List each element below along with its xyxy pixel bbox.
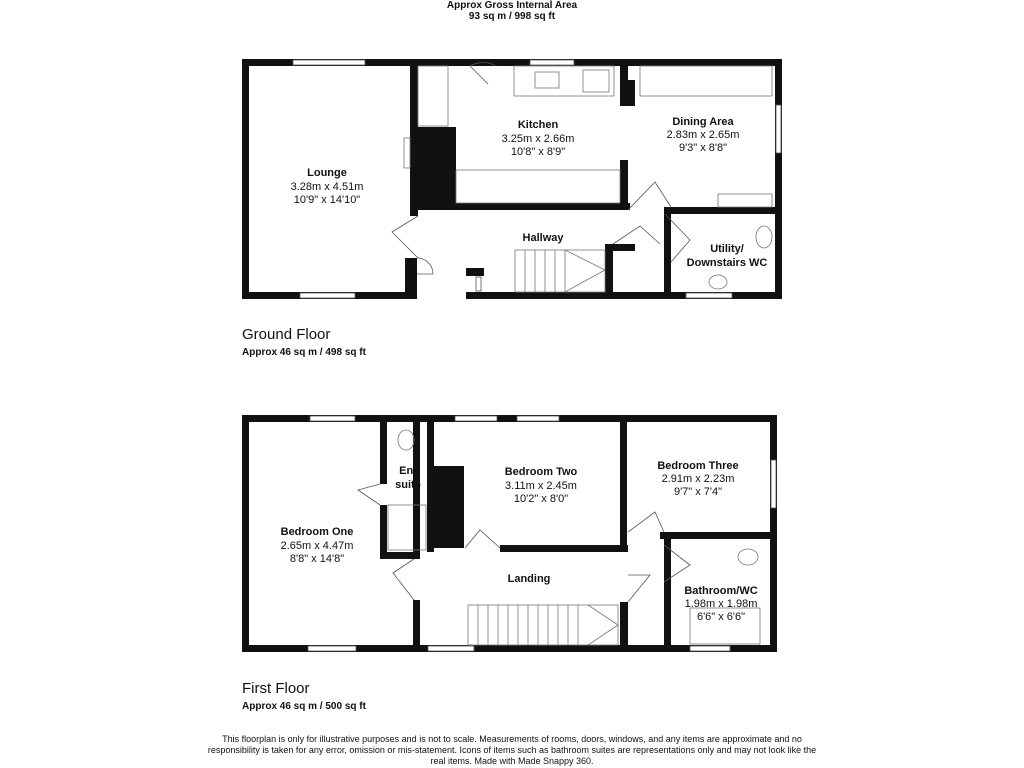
gf-wall-utility-left: [664, 207, 671, 299]
ff-bedroom-two-imperial: 10'2" x 8'0": [513, 493, 569, 505]
gf-wall-dining-utility: [664, 207, 782, 214]
ff-bedroom-three-name: Bedroom Three: [657, 460, 739, 472]
ff-door-ensuite: [358, 484, 380, 505]
gf-window-lounge-top: [293, 60, 365, 65]
gf-kitchen-worktop-top: [514, 66, 614, 96]
gf-stairs: [515, 250, 605, 292]
ff-ensuite-wc: [398, 430, 414, 450]
gf-window-lounge-bottom: [300, 293, 355, 298]
ff-window-bed3: [771, 460, 776, 508]
gf-utility-name-1: Utility/: [710, 243, 744, 255]
gf-kitchen-worktop-bottom: [456, 170, 620, 203]
ground-floor-area: Approx 46 sq m / 498 sq ft: [242, 347, 366, 358]
ff-bedroom-one-imperial: 8'8" x 14'8": [289, 553, 345, 565]
ff-bedroom-one-metric: 2.65m x 4.47m: [280, 540, 354, 552]
gf-window-hall: [476, 277, 481, 291]
first-floor-title: First Floor: [242, 680, 310, 697]
ff-bedroom-two-name: Bedroom Two: [504, 466, 578, 478]
ff-wall-bed2-bed3: [620, 422, 627, 552]
ff-window-bed1-bottom: [308, 646, 356, 651]
gf-kitchen-metric: 3.25m x 2.66m: [501, 133, 575, 145]
ground-floor-title: Ground Floor: [242, 326, 331, 343]
gf-wall-store-top: [605, 244, 635, 251]
ff-wall-landing-stub: [620, 602, 628, 652]
gf-door-store: [613, 226, 660, 244]
ff-wall-ensuite-bed2: [427, 422, 434, 552]
ff-landing-name: Landing: [507, 573, 551, 585]
gf-wall-left: [242, 59, 249, 299]
ff-window-bed1-top: [310, 416, 355, 421]
ff-wall-ensuite-left-top: [380, 422, 387, 484]
gf-wall-dining-stub: [628, 80, 635, 106]
gf-chimney: [418, 127, 456, 207]
gf-hob: [583, 70, 609, 92]
gf-wall-kitchen-dining-lower: [620, 160, 628, 210]
ff-bedroom-two-metric: 3.11m x 2.45m: [505, 480, 577, 492]
ff-wall-ensuite-left-bottom: [380, 505, 387, 559]
ff-bathroom-name: Bathroom/WC: [684, 585, 758, 597]
gf-wall-bottom-main: [466, 292, 782, 299]
header-area: 93 sq m / 998 sq ft: [468, 11, 556, 22]
gf-wall-lounge-kitchen: [410, 66, 418, 216]
first-floor-area: Approx 46 sq m / 500 sq ft: [242, 701, 366, 712]
gf-wc: [756, 226, 772, 248]
ff-window-bath: [690, 646, 730, 651]
ff-bathroom-metric: 1.98m x 1.98m: [684, 598, 758, 610]
ff-door-cupboard: [628, 575, 650, 602]
ff-door-bed3: [628, 512, 664, 532]
ff-ensuite-name-1: En-: [399, 465, 417, 477]
ff-bedroom-three-metric: 2.91m x 2.23m: [661, 473, 735, 485]
gf-wall-bottom-stub: [405, 258, 417, 299]
gf-wall-right: [775, 59, 782, 299]
gf-dining-metric: 2.83m x 2.65m: [666, 129, 740, 141]
gf-door-dining: [628, 182, 671, 210]
gf-kitchen-unit-left: [418, 66, 448, 126]
gf-door-front: [417, 258, 433, 274]
ff-bedroom-one-name: Bedroom One: [280, 526, 354, 538]
first-floor-plan: [242, 415, 777, 652]
gf-lounge-imperial: 10'9" x 14'10": [293, 194, 361, 206]
ff-door-bed2: [465, 530, 500, 548]
ff-wall-ensuite-bottom: [380, 552, 420, 559]
gf-window-dining: [776, 105, 781, 153]
gf-window-utility: [686, 293, 732, 298]
gf-basin: [709, 275, 727, 289]
ff-wall-left: [242, 415, 249, 652]
gf-lounge-fireplace: [404, 138, 410, 168]
ff-wall-bed1-landing: [413, 600, 420, 652]
ff-ensuite-shower: [388, 505, 426, 550]
gf-lounge-name: Lounge: [307, 167, 347, 179]
ff-stairs: [468, 605, 618, 645]
gf-dining-unit: [640, 66, 772, 96]
ff-chimney: [434, 466, 464, 548]
gf-sink: [535, 72, 559, 88]
gf-door-lounge: [392, 216, 418, 258]
gf-wall-kitchen-hall: [418, 203, 630, 210]
ff-door-bed1: [393, 559, 414, 600]
gf-dining-imperial: 9'3" x 8'8": [678, 142, 728, 154]
gf-lounge-metric: 3.28m x 4.51m: [290, 181, 364, 193]
ff-bathroom-imperial: 6'6" x 6'6": [696, 611, 746, 623]
gf-utility-name-2: Downstairs WC: [686, 257, 768, 269]
gf-wall-store: [605, 244, 613, 299]
ground-floor-plan: [242, 59, 782, 299]
gf-kitchen-imperial: 10'8" x 8'9": [510, 146, 566, 158]
gf-window-kitchen: [530, 60, 574, 65]
ff-window-landing: [428, 646, 474, 651]
ff-window-bed2-a: [455, 416, 497, 421]
ff-bath-wc: [738, 549, 758, 565]
ff-wall-bed3-bath: [660, 532, 777, 539]
ff-bedroom-three-imperial: 9'7" x 7'4": [673, 486, 723, 498]
gf-hallway-name: Hallway: [522, 232, 564, 244]
ff-ensuite-name-2: suite: [395, 479, 421, 491]
gf-wall-bottom-stub2: [466, 268, 484, 276]
gf-wall-kitchen-dining-upper: [620, 66, 628, 106]
ff-window-bed2-b: [517, 416, 559, 421]
gf-kitchen-name: Kitchen: [517, 119, 559, 131]
header-title: Approx Gross Internal Area: [446, 0, 578, 11]
gf-dining-name: Dining Area: [672, 116, 734, 128]
disclaimer-text: This floorplan is only for illustrative purposes and is not to scale. Measurements of rooms, doors, windows, and any items are approximate and no responsibility is taken for any error, omission or mis-statement. Icons of items such as bathroom suites are representations only and may not look like the real items. Made with Made Snappy 360.: [207, 734, 817, 766]
gf-dining-unit-bottom: [718, 194, 772, 207]
ff-wall-bed2-landing: [500, 545, 628, 552]
